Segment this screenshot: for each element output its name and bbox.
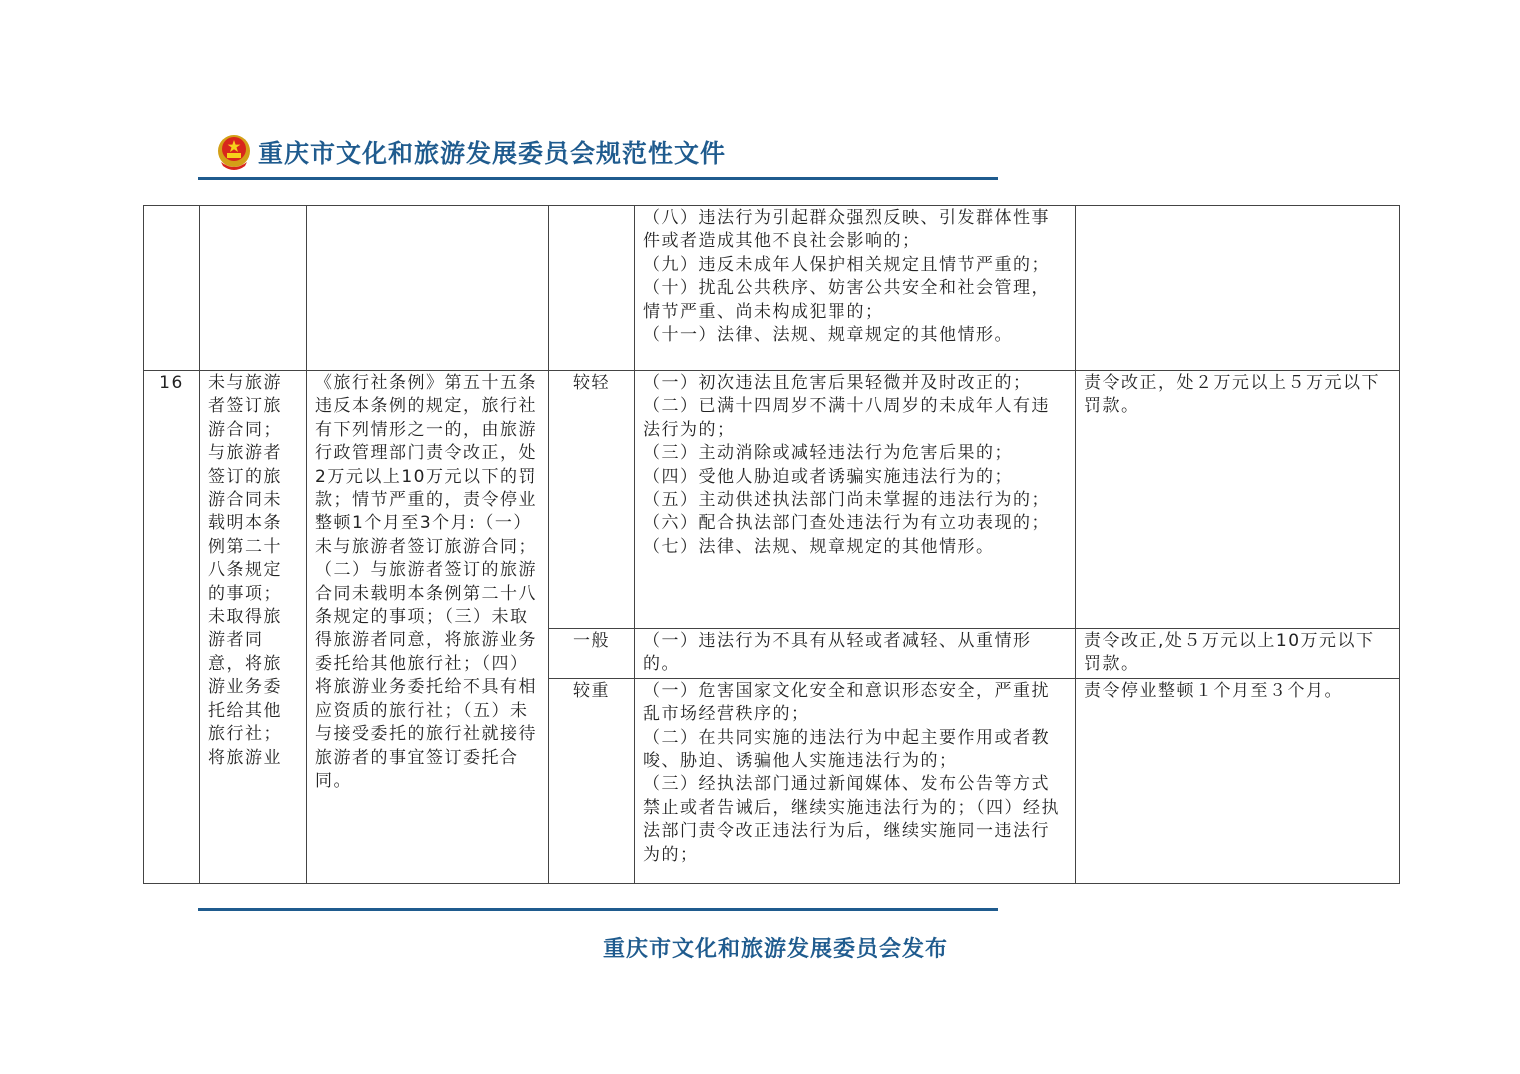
basis-cell (307, 206, 549, 371)
condition-item: （三）主动消除或减轻违法行为危害后果的； (643, 443, 1013, 464)
header-title: 重庆市文化和旅游发展委员会规范性文件 (258, 139, 727, 168)
number-cell (144, 206, 200, 371)
condition-item: （二）在共同实施的违法行为中起主要作用或者教唆、胁迫、诱骗他人实施违法行为的； (643, 727, 1050, 772)
condition-item: （一）初次违法且危害后果轻微并及时改正的； (643, 373, 1032, 393)
conditions-cell (635, 206, 1076, 371)
penalty-light: 责令改正，处２万元以上５万元以下罚款。 (1076, 371, 1400, 629)
national-emblem-icon (216, 132, 252, 172)
penalty-normal: 责令改正,处５万元以上10万元以下罚款。 (1076, 629, 1400, 679)
legal-basis: 《旅行社条例》第五十五条违反本条例的规定，旅行社有下列情形之一的，由旅游行政管理部门责令改正，处2万元以上10万元以下的罚款；情节严重的，责令停业整顿1个月至3个月:（一）未与旅游者签订旅游合同；（二）与旅游者签订的旅游合同未载明本条例第二十八条规定的事项；（三）未取得旅游者同意，将旅游业务委托给其他旅行社；（四）将旅游业务委托给不具有相应资质的旅行社；（五）未与接受委托的旅行社就接待旅游者的事宜签订委托合同。 (307, 371, 549, 884)
condition-item: （十）扰乱公共秩序、妨害公共安全和社会管理，情节严重、尚未构成犯罪的； (643, 278, 1050, 322)
conditions-serious (635, 678, 1076, 883)
conditions-light (635, 371, 1076, 629)
condition-item: （八）违法行为引起群众强烈反映、引发群体性事件或者造成其他不良社会影响的； (643, 208, 1050, 252)
penalty-serious: 责令停业整顿１个月至３个月。 (1076, 678, 1400, 883)
condition-item: （九）违反未成年人保护相关规定且情节严重的； (643, 254, 1050, 275)
level-cell (549, 206, 635, 371)
row-number: 16 (144, 371, 200, 884)
condition-item: （一）危害国家文化安全和意识形态安全，严重扰乱市场经营秩序的； (643, 680, 1050, 725)
footer-rule (198, 908, 998, 911)
violation-item: 未与旅游者签订旅游合同；与旅游者签订的旅游合同未载明本条例第二十八条规定的事项；未取得旅游者同意，将旅游业务委托给其他旅行社；将旅游业 (200, 371, 307, 884)
condition-item: （六）配合执法部门查处违法行为有立功表现的； (643, 513, 1050, 534)
condition-item: （七）法律、法规、规章规定的其他情形。 (643, 536, 995, 557)
footer-publisher: 重庆市文化和旅游发展委员会发布 (603, 936, 949, 962)
condition-item: （五）主动供述执法部门尚未掌握的违法行为的； (643, 490, 1050, 511)
table-row-16-light (144, 371, 1400, 629)
penalty-table (143, 205, 1400, 884)
penalty-cell (1076, 206, 1400, 371)
level-normal: 一般 (549, 629, 635, 679)
conditions-normal (635, 629, 1076, 679)
condition-item: （十一）法律、法规、规章规定的其他情形。 (643, 325, 1013, 346)
item-cell (200, 206, 307, 371)
condition-item: （四）受他人胁迫或者诱骗实施违法行为的； (643, 466, 1013, 487)
document-header (216, 132, 726, 172)
condition-item: （三）经执法部门通过新闻媒体、发布公告等方式禁止或者告诫后，继续实施违法行为的；（四）经执法部门责令改正违法行为后，继续实施同一违法行为的； (643, 774, 1060, 865)
level-light: 较轻 (549, 371, 635, 629)
header-rule (198, 177, 998, 180)
level-serious: 较重 (549, 678, 635, 883)
condition-item: （一）违法行为不具有从轻或者减轻、从重情形的。 (643, 631, 1032, 675)
condition-item: （二）已满十四周岁不满十八周岁的未成年人有违法行为的； (643, 396, 1050, 440)
table-row-continued (144, 206, 1400, 371)
